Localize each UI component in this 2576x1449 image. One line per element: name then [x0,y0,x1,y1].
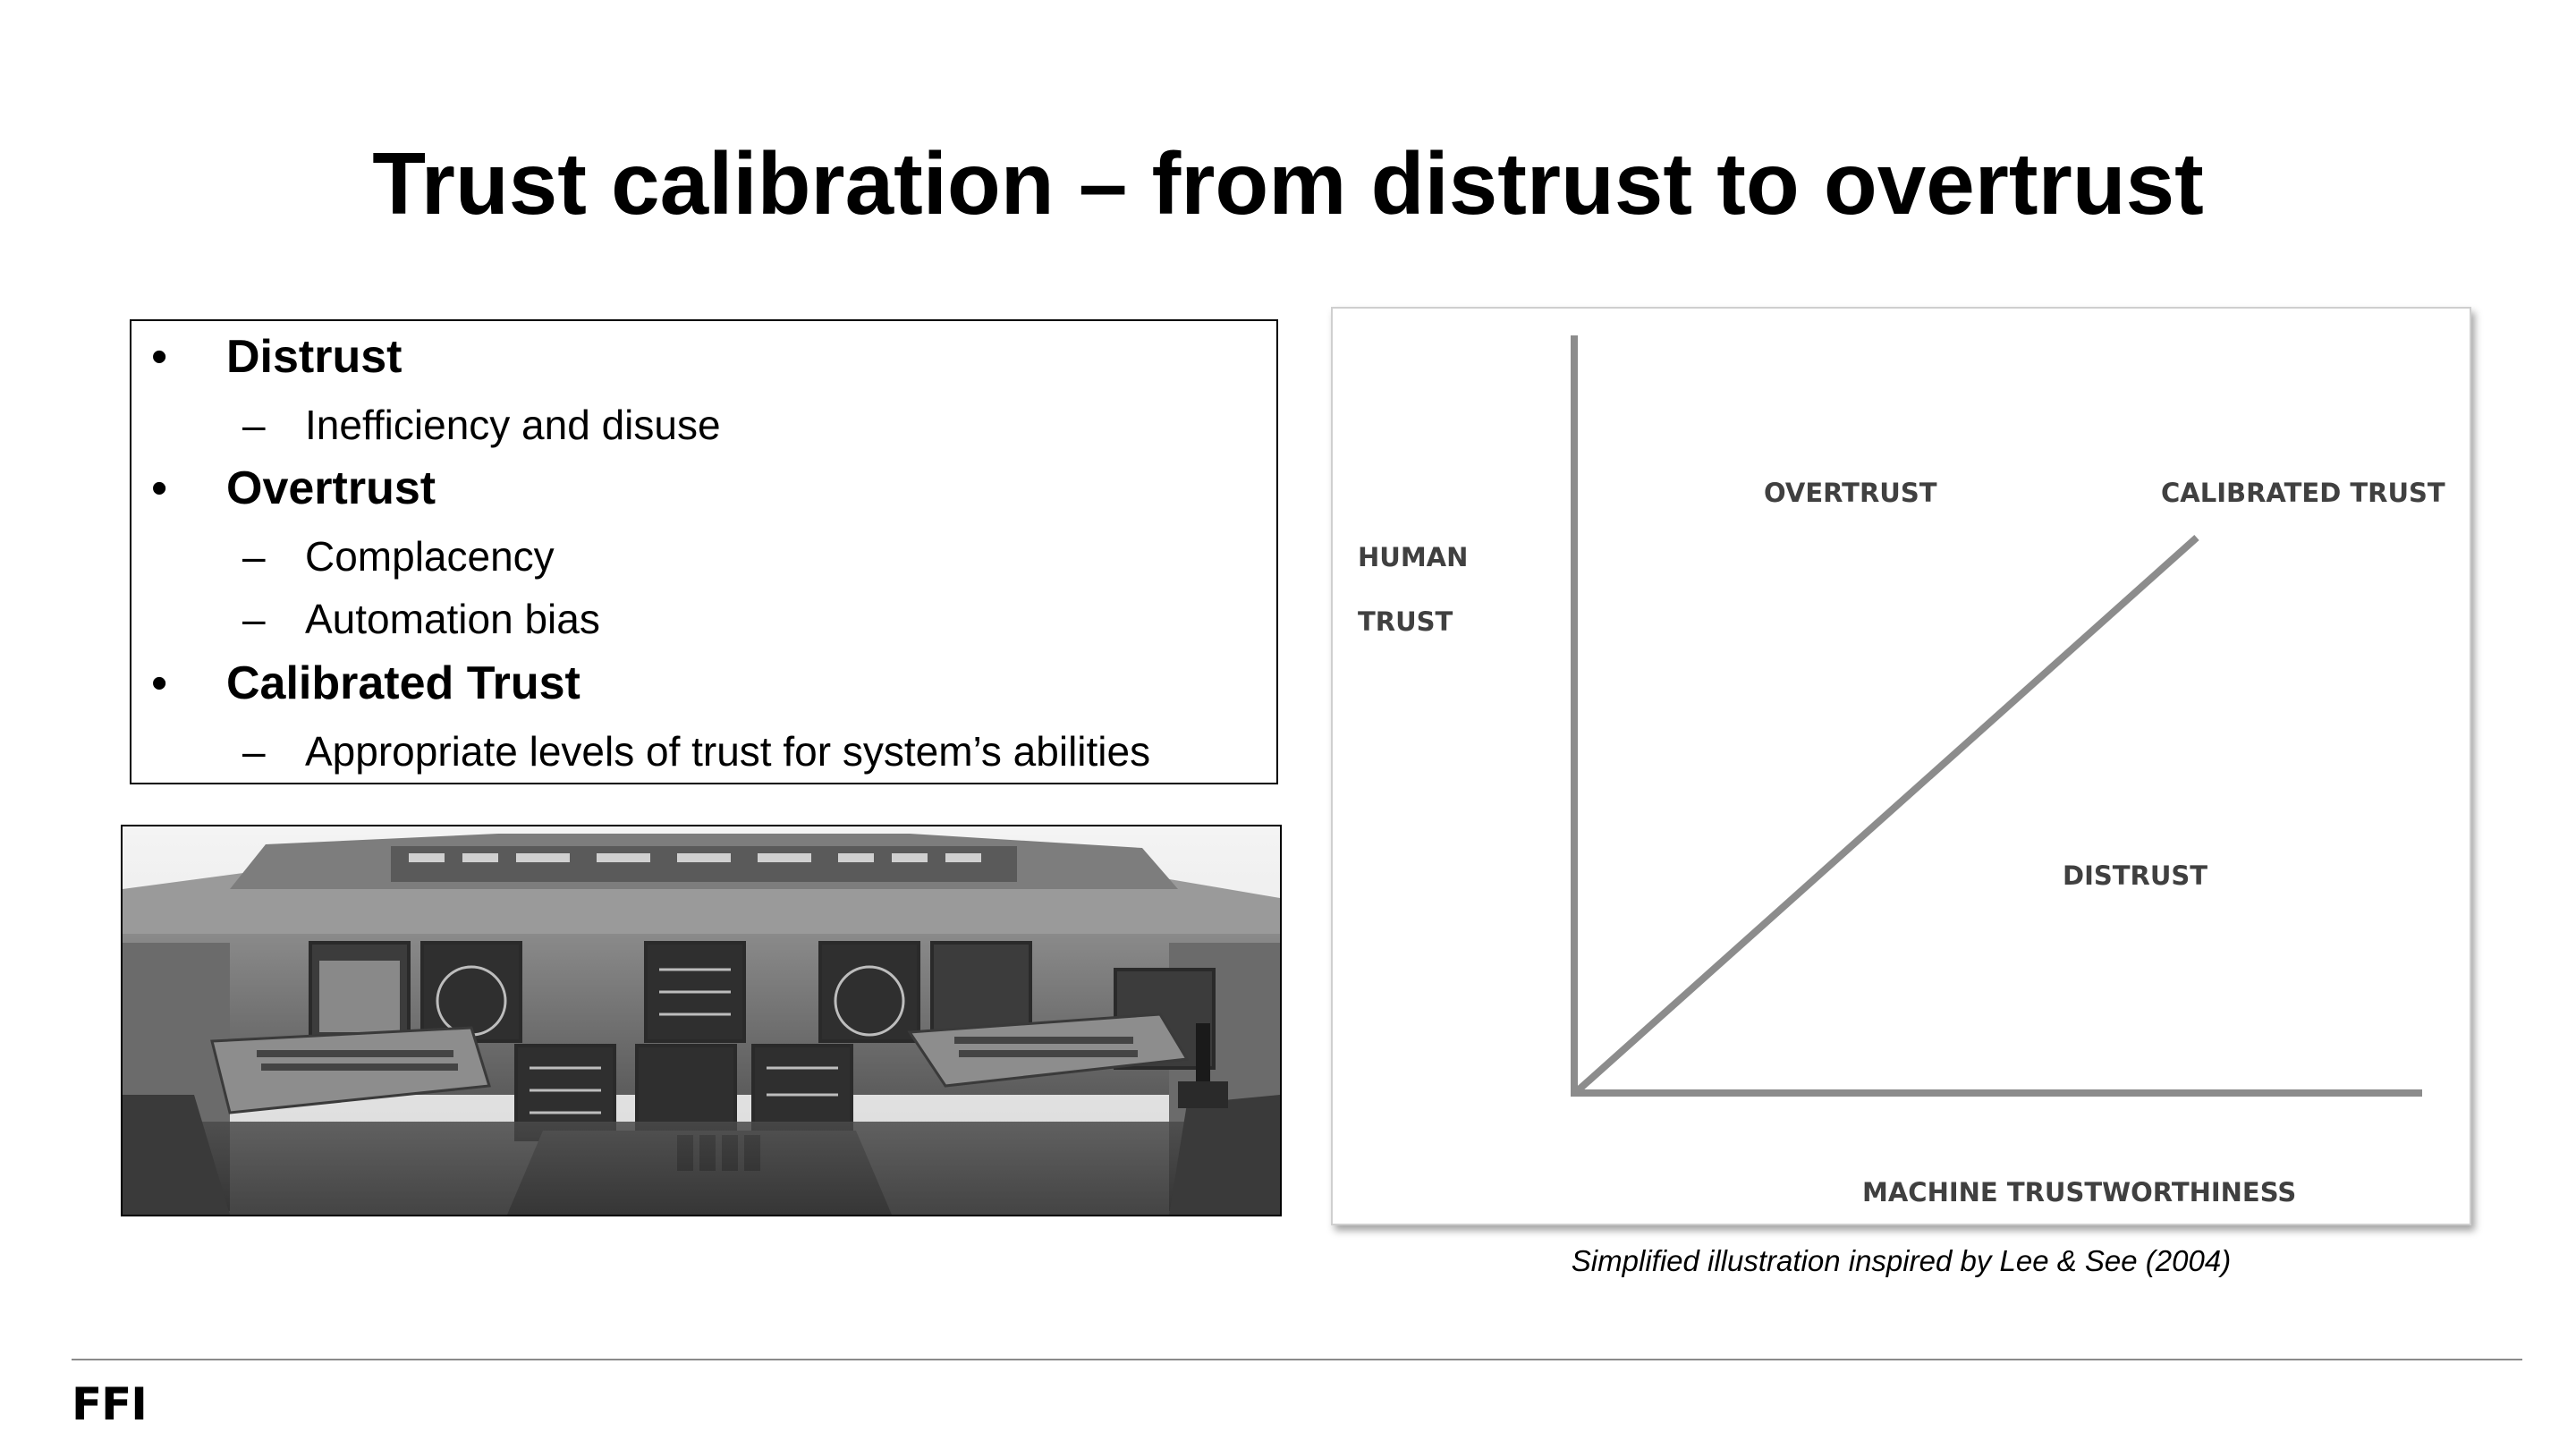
bullet-label: Calibrated Trust [226,657,580,709]
sub-bullet: – Appropriate levels of trust for system’s abilities [242,728,1151,775]
sub-bullet-label: Complacency [305,533,555,580]
sub-bullet-label: Appropriate levels of trust for system’s abilities [305,728,1151,775]
sub-bullet: – Automation bias [242,596,600,642]
bullet-list-box [130,319,1278,784]
page-title: Trust calibration – from distrust to overtrust [372,134,2204,233]
ffi-logo: FFI [72,1378,147,1430]
y-axis-label-line1: HUMAN [1358,542,1469,572]
bullet-calibrated-trust: • Calibrated Trust [151,657,580,709]
trust-calibration-diagram [1331,307,2471,1225]
sub-bullet: – Inefficiency and disuse [242,402,721,448]
calibration-line [1576,538,2197,1092]
footer-divider [72,1359,2522,1360]
sub-bullet-label: Automation bias [305,596,600,642]
calibrated-trust-label: CALIBRATED TRUST [2161,478,2445,508]
overtrust-label: OVERTRUST [1764,478,1937,508]
bullet-label: Distrust [226,331,402,383]
x-axis-label: MACHINE TRUSTWORTHINESS [1862,1177,2297,1208]
distrust-label: DISTRUST [2063,860,2208,891]
bullet-label: Overtrust [226,462,436,514]
figure-caption: Simplified illustration inspired by Lee & See (2004) [1571,1244,2232,1277]
y-axis-label-line2: TRUST [1358,606,1453,637]
bullet-overtrust: • Overtrust [151,462,436,514]
bullet-distrust: • Distrust [151,331,402,383]
cockpit-photo [121,825,1282,1216]
sub-bullet-label: Inefficiency and disuse [305,402,721,448]
sub-bullet: – Complacency [242,533,555,580]
